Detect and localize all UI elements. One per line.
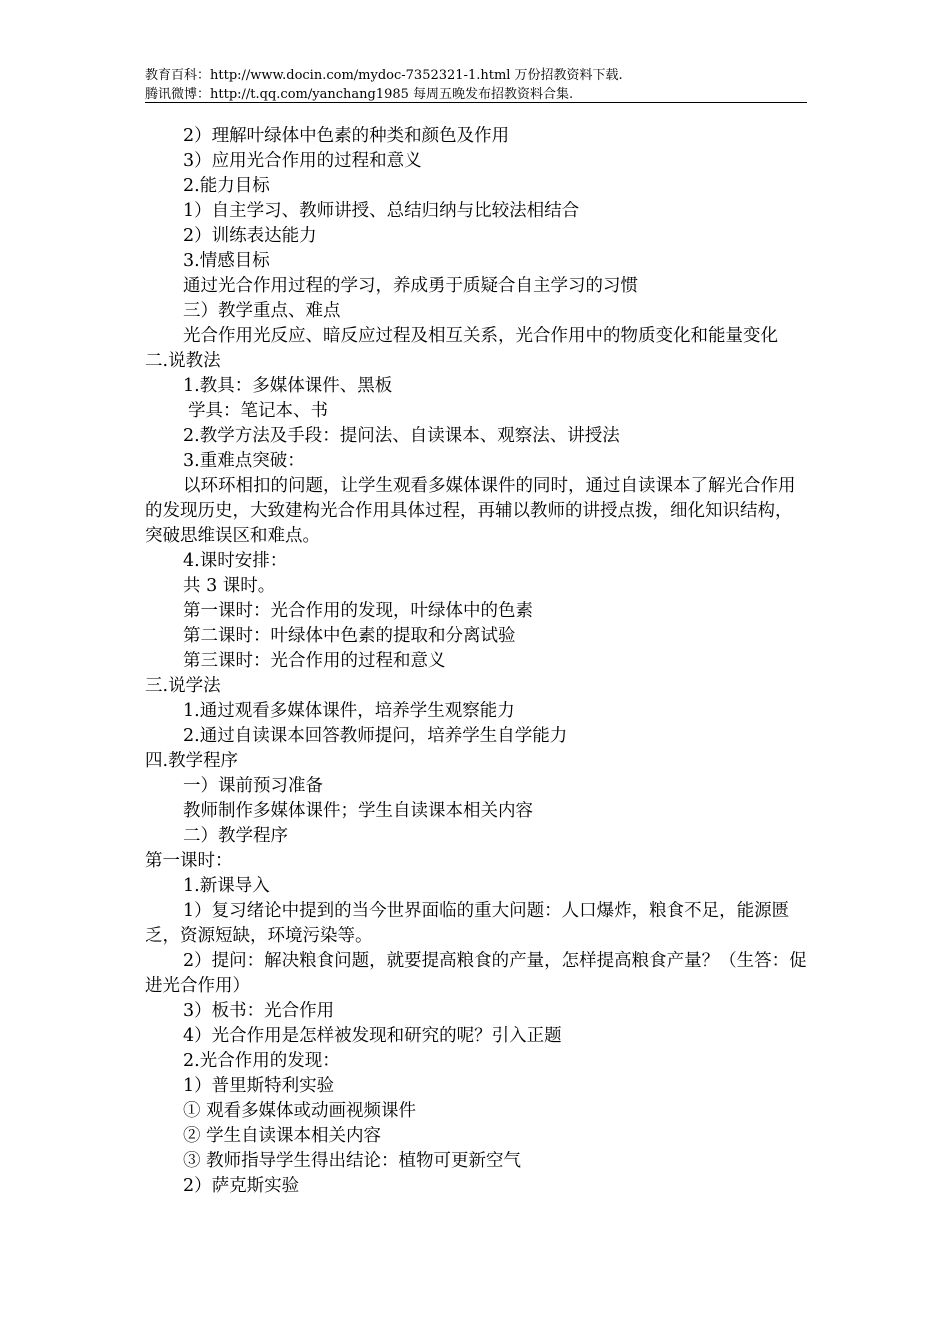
paragraph: 3）应用光合作用的过程和意义	[183, 151, 422, 171]
section-heading: 3.重难点突破：	[183, 451, 305, 471]
chapter-heading: 四.教学程序	[145, 751, 239, 771]
paragraph: 2）提问：解决粮食问题，就要提高粮食的产量，怎样提高粮食产量？（生答：促进光合作用）	[145, 951, 807, 996]
header-divider	[145, 102, 807, 103]
section-heading: 三）教学重点、难点	[183, 301, 341, 321]
paragraph: 1）普里斯特利实验	[183, 1076, 335, 1096]
section-heading: 4.课时安排：	[183, 551, 288, 571]
list-item: ② 学生自读课本相关内容	[183, 1126, 382, 1146]
paragraph: 通过光合作用过程的学习，养成勇于质疑合自主学习的习惯	[183, 276, 638, 296]
paragraph: 以环环相扣的问题，让学生观看多媒体课件的同时，通过自读课本了解光合作用的发现历史，大致建构光合作用具体过程，再辅以教师的讲授点拨，细化知识结构，突破思维误区和难点。	[145, 476, 796, 546]
paragraph: 1）复习绪论中提到的当今世界面临的重大问题：人口爆炸，粮食不足，能源匮乏，资源短缺，环境污染等。	[145, 901, 790, 946]
paragraph: 3）板书：光合作用	[183, 1001, 335, 1021]
header-line-weibo: 腾讯微博：http://t.qq.com/yanchang1985 每周五晚发布招教资料合集.	[145, 87, 574, 102]
paragraph: 第三课时：光合作用的过程和意义	[183, 651, 446, 671]
paragraph: 1.教具：多媒体课件、黑板	[183, 376, 393, 396]
document-body	[145, 124, 807, 1199]
header-line-docin: 教育百科：http://www.docin.com/mydoc-7352321-1.html 万份招教资料下载.	[145, 68, 623, 83]
section-heading: 2.能力目标	[183, 176, 270, 196]
chapter-heading: 三.说学法	[145, 676, 221, 696]
paragraph: 学具：笔记本、书	[188, 401, 328, 421]
page-header	[145, 66, 805, 104]
section-heading: 二）教学程序	[183, 826, 288, 846]
paragraph: 第一课时：光合作用的发现，叶绿体中的色素	[183, 601, 533, 621]
paragraph: 2）萨克斯实验	[183, 1176, 300, 1196]
list-item: ① 观看多媒体或动画视频课件	[183, 1101, 417, 1121]
section-heading: 3.情感目标	[183, 251, 270, 271]
paragraph: 1）自主学习、教师讲授、总结归纳与比较法相结合	[183, 201, 580, 221]
paragraph: 2）训练表达能力	[183, 226, 317, 246]
paragraph: 4）光合作用是怎样被发现和研究的呢？引入正题	[183, 1026, 562, 1046]
paragraph: 2.教学方法及手段：提问法、自读课本、观察法、讲授法	[183, 426, 620, 446]
section-heading: 一）课前预习准备	[183, 776, 323, 796]
list-item: ③ 教师指导学生得出结论：植物可更新空气	[183, 1151, 522, 1171]
paragraph: 教师制作多媒体课件；学生自读课本相关内容	[183, 801, 533, 821]
chapter-heading: 二.说教法	[145, 351, 221, 371]
section-heading: 1.新课导入	[183, 876, 270, 896]
paragraph: 1.通过观看多媒体课件，培养学生观察能力	[183, 701, 515, 721]
paragraph: 第二课时：叶绿体中色素的提取和分离试验	[183, 626, 516, 646]
paragraph: 共 3 课时。	[183, 576, 276, 596]
section-heading: 2.光合作用的发现：	[183, 1051, 340, 1071]
lesson-heading: 第一课时：	[145, 851, 233, 871]
paragraph: 2）理解叶绿体中色素的种类和颜色及作用	[183, 126, 510, 146]
paragraph: 2.通过自读课本回答教师提问，培养学生自学能力	[183, 726, 568, 746]
paragraph: 光合作用光反应、暗反应过程及相互关系，光合作用中的物质变化和能量变化	[183, 326, 778, 346]
